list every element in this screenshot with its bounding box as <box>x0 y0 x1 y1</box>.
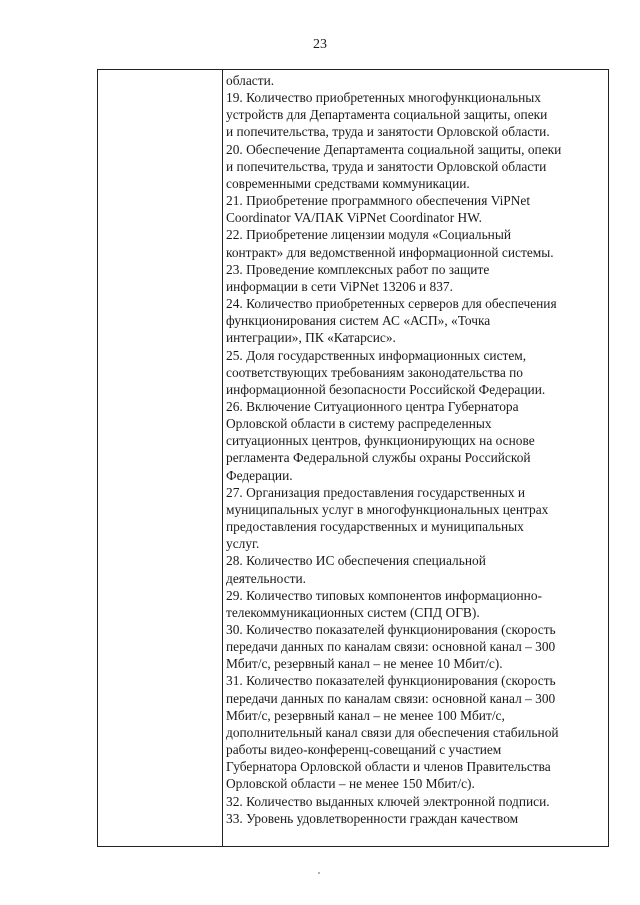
text-line: регламента Федеральной службы охраны Российской <box>226 450 531 466</box>
text-line: контракт» для ведомственной информационной системы. <box>226 244 554 260</box>
text-line: муниципальных услуг в многофункциональных центрах <box>226 501 549 517</box>
text-line: 31. Количество показателей функционирования (скорость <box>226 673 556 689</box>
text-line: и попечительства, труда и занятости Орловской области <box>226 158 547 174</box>
text-line: Coordinator VA/ПАК ViPNet Coordinator HW. <box>226 210 482 226</box>
text-line: Орловской области в систему распределенных <box>226 416 492 432</box>
text-line: 19. Количество приобретенных многофункциональных <box>226 90 541 106</box>
page-number: 23 <box>313 37 327 52</box>
text-line: 30. Количество показателей функционирования (скорость <box>226 622 556 637</box>
text-line: Орловской области – не менее 150 Мбит/с). <box>226 776 475 792</box>
text-line: 32. Количество выданных ключей электронной подписи. <box>226 793 550 809</box>
text-line: 25. Доля государственных информационных систем, <box>226 347 527 363</box>
table-left-cell <box>98 69 222 847</box>
text-line: соответствующих требованиям законодательства по <box>226 364 523 380</box>
text-line: устройств для Департамента социальной защиты, опеки <box>226 107 548 123</box>
text-line: телекоммуникационных систем (СПД ОГВ). <box>226 604 480 620</box>
text-line: 24. Количество приобретенных серверов для обеспечения <box>226 296 557 312</box>
text-line: функционирования систем АС «АСП», «Точка <box>226 313 491 329</box>
document-table <box>97 69 609 847</box>
text-line: 22. Приобретение лицензии модуля «Социальный <box>226 227 512 243</box>
text-line: интеграции», ПК «Катарсис». <box>226 330 396 346</box>
text-line: 28. Количество ИС обеспечения специальной <box>226 553 486 569</box>
text-line: 33. Уровень удовлетворенности граждан качеством <box>226 810 519 826</box>
text-line: современными средствами коммуникации. <box>226 175 470 191</box>
text-line: 23. Проведение комплексных работ по защите <box>226 261 490 277</box>
text-line: 20. Обеспечение Департамента социальной защиты, опеки <box>226 141 562 157</box>
text-line: 29. Количество типовых компонентов информационно- <box>226 587 542 603</box>
text-line: и попечительства, труда и занятости Орловской области. <box>226 124 550 140</box>
text-line: работы видео-конференц-совещаний с участием <box>226 742 502 758</box>
scan-speck <box>318 872 320 874</box>
text-line: Мбит/с, резервный канал – не менее 10 Мбит/с). <box>226 656 503 672</box>
column-divider <box>222 69 223 847</box>
text-line: Губернатора Орловской области и членов Правительства <box>226 759 551 775</box>
text-line: Федерации. <box>226 467 293 483</box>
text-line: 27. Организация предоставления государственных и <box>226 484 526 500</box>
table-text-cell <box>226 72 604 827</box>
text-line: дополнительный канал связи для обеспечения стабильной <box>226 724 559 740</box>
text-line: информации в сети ViPNet 13206 и 837. <box>226 278 453 294</box>
text-line: области. <box>226 73 275 88</box>
table-bottom-border <box>98 846 608 847</box>
text-line: ситуационных центров, функционирующих на основе <box>226 433 535 449</box>
text-line: предоставления государственных и муниципальных <box>226 519 524 535</box>
text-line: услуг. <box>226 536 260 552</box>
text-line: Мбит/с, резервный канал – не менее 100 Мбит/с, <box>226 707 505 723</box>
text-line: передачи данных по каналам связи: основной канал – 300 <box>226 639 556 655</box>
text-line: информационной безопасности Российской Федерации. <box>226 381 546 397</box>
text-line: передачи данных по каналам связи: основной канал – 300 <box>226 690 556 706</box>
text-line: 26. Включение Ситуационного центра Губернатора <box>226 398 519 414</box>
text-line: деятельности. <box>226 570 307 586</box>
text-line: 21. Приобретение программного обеспечения ViPNet <box>226 193 531 209</box>
